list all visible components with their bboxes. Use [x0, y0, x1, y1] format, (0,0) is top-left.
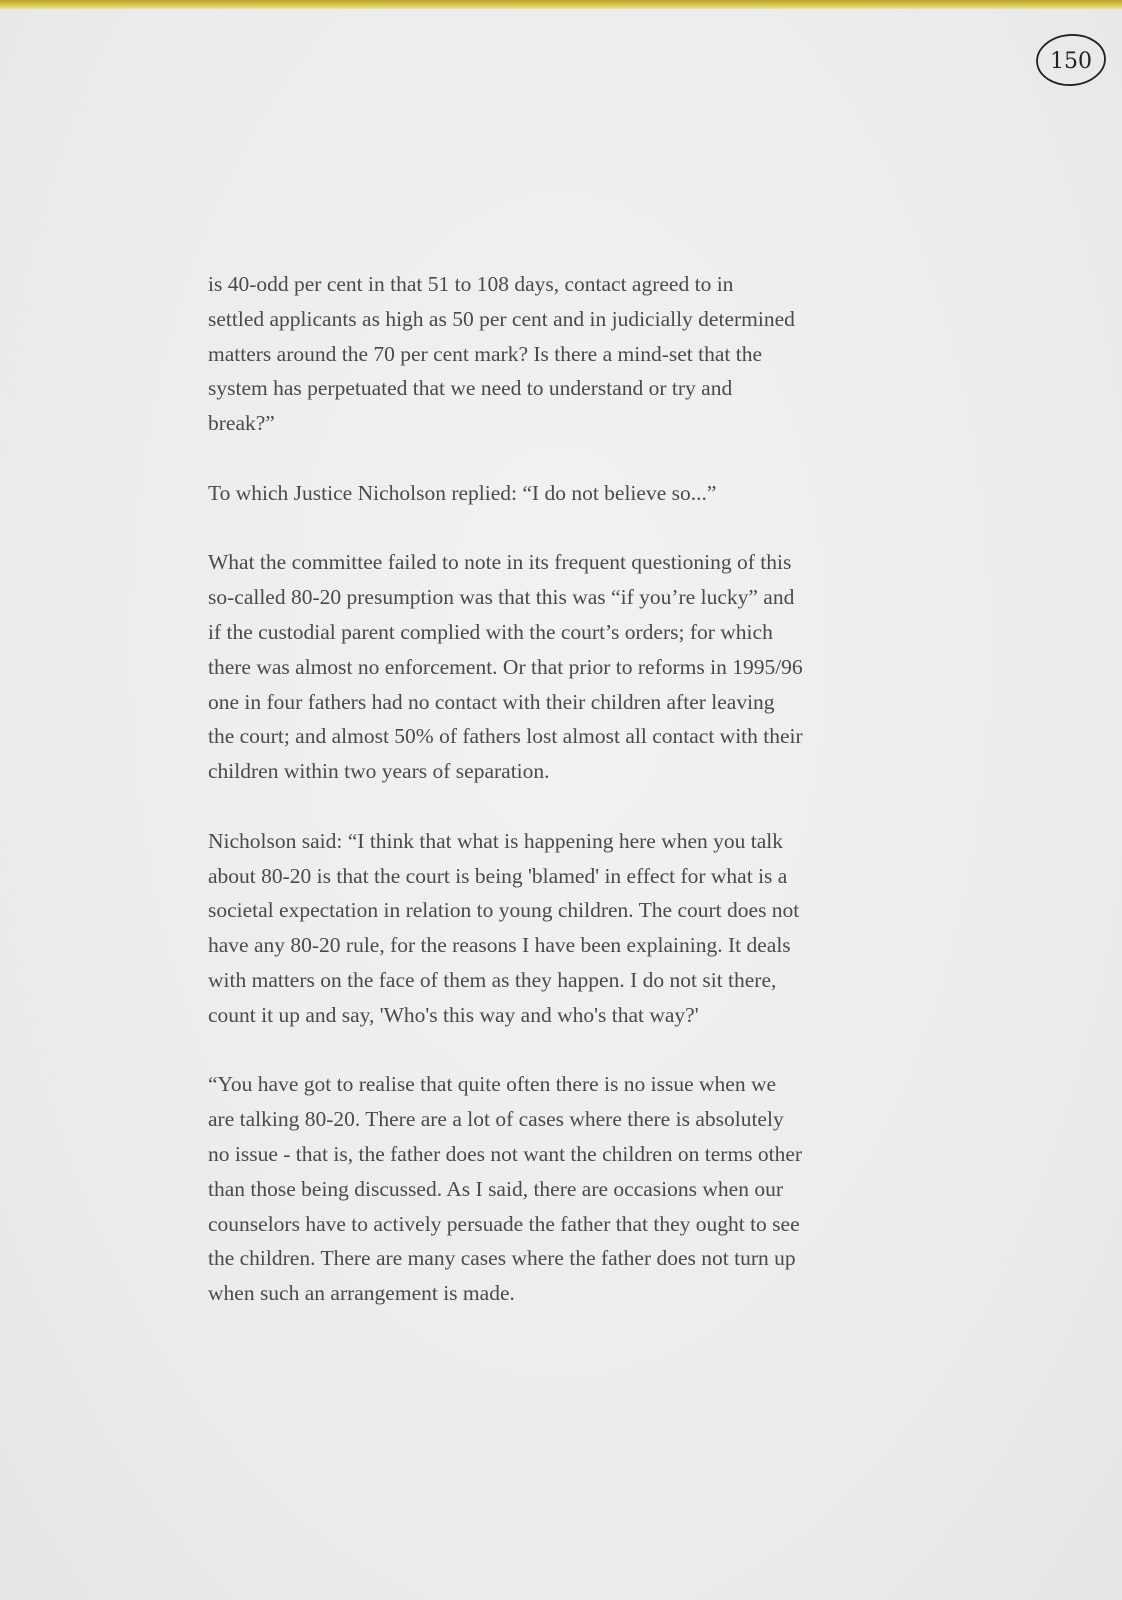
- text-line: system has perpetuated that we need to understand or try and: [208, 376, 733, 401]
- text-line: the children. There are many cases where the father does not turn up: [208, 1246, 796, 1271]
- text-line: count it up and say, 'Who's this way and who's that way?': [208, 1002, 699, 1027]
- text-line: have any 80-20 rule, for the reasons I have been explaining. It deals: [208, 933, 791, 958]
- text-line: Nicholson said: “I think that what is happening here when you talk: [208, 828, 783, 853]
- text-line: when such an arrangement is made.: [208, 1281, 515, 1306]
- page-number-text: 150: [1050, 49, 1092, 74]
- paragraph: [208, 476, 908, 511]
- scan-top-edge: [0, 0, 1122, 9]
- text-line: so-called 80-20 presumption was that this was “if you’re lucky” and: [208, 585, 795, 610]
- text-line: than those being discussed. As I said, there are occasions when our: [208, 1176, 783, 1201]
- text-line: one in four fathers had no contact with their children after leaving: [208, 689, 775, 714]
- text-line: no issue - that is, the father does not want the children on terms other: [208, 1141, 803, 1166]
- text-line: the court; and almost 50% of fathers lost almost all contact with their: [208, 724, 803, 749]
- paragraph: [208, 545, 908, 789]
- paragraph: [208, 267, 908, 441]
- text-line: To which Justice Nicholson replied: “I do not believe so...”: [208, 480, 717, 505]
- page-number-circle-icon: [1034, 31, 1108, 89]
- text-line: societal expectation in relation to young children. The court does not: [208, 898, 800, 923]
- text-line: children within two years of separation.: [208, 759, 550, 784]
- text-line: “You have got to realise that quite often there is no issue when we: [208, 1072, 777, 1097]
- paragraph: [208, 824, 908, 1033]
- text-line: break?”: [208, 411, 275, 436]
- text-line: counselors have to actively persuade the father that they ought to see: [208, 1211, 800, 1236]
- text-line: about 80-20 is that the court is being 'blamed' in effect for what is a: [208, 863, 788, 888]
- text-line: What the committee failed to note in its frequent questioning of this: [208, 550, 792, 575]
- text-line: are talking 80-20. There are a lot of cases where there is absolutely: [208, 1107, 784, 1132]
- body-text: [208, 267, 908, 1346]
- handwritten-page-number: [1034, 31, 1108, 89]
- text-line: matters around the 70 per cent mark? Is there a mind-set that the: [208, 341, 763, 366]
- text-line: if the custodial parent complied with the court’s orders; for which: [208, 619, 773, 644]
- text-line: settled applicants as high as 50 per cent and in judicially determined: [208, 306, 795, 331]
- text-line: is 40-odd per cent in that 51 to 108 days, contact agreed to in: [208, 272, 734, 296]
- text-line: with matters on the face of them as they happen. I do not sit there,: [208, 967, 777, 992]
- text-line: there was almost no enforcement. Or that prior to reforms in 1995/96: [208, 654, 803, 679]
- paragraph: [208, 1067, 908, 1311]
- document-page: [0, 9, 1122, 1600]
